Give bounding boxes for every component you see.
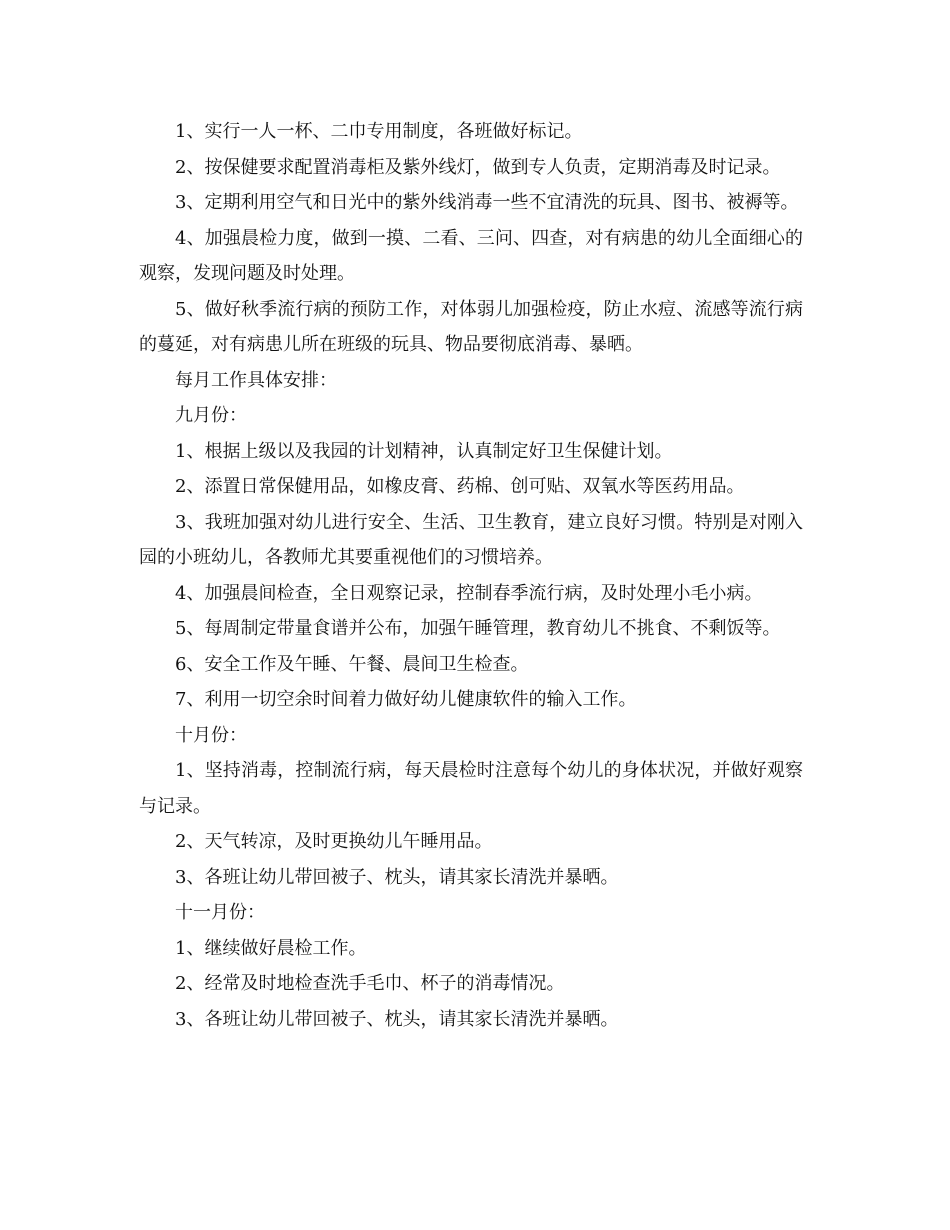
paragraph: 3、各班让幼儿带回被子、枕头，请其家长清洗并暴晒。 xyxy=(175,866,619,888)
paragraph: 2、按保健要求配置消毒柜及紫外线灯，做到专人负责，定期消毒及时记录。 xyxy=(175,156,781,178)
paragraph: 1、坚持消毒，控制流行病，每天晨检时注意每个幼儿的身体状况，并做好观察与记录。 xyxy=(139,760,803,817)
paragraph: 2、添置日常保健用品，如橡皮膏、药棉、创可贴、双氧水等医药用品。 xyxy=(175,476,745,497)
paragraph: 3、我班加强对幼儿进行安全、生活、卫生教育，建立良好习惯。特别是对刚入园的小班幼儿，各教师尤其要重视他们的习惯培养。 xyxy=(139,511,803,568)
paragraph: 3、各班让幼儿带回被子、枕头，请其家长清洗并暴晒。 xyxy=(175,1008,619,1030)
paragraph: 5、每周制定带量食谱并公布，加强午睡管理，教育幼儿不挑食、不剩饭等。 xyxy=(175,618,781,639)
paragraph: 6、安全工作及午睡、午餐、晨间卫生检查。 xyxy=(175,653,529,675)
paragraph: 2、经常及时地检查洗手毛巾、杯子的消毒情况。 xyxy=(175,973,565,994)
month-heading: 十一月份： xyxy=(175,902,265,923)
month-heading: 十月份： xyxy=(175,724,247,746)
month-heading: 九月份： xyxy=(175,405,247,426)
paragraph: 7、利用一切空余时间着力做好幼儿健康软件的输入工作。 xyxy=(175,689,637,710)
paragraph: 1、根据上级以及我园的计划精神，认真制定好卫生保健计划。 xyxy=(175,440,673,462)
paragraph: 2、天气转凉，及时更换幼儿午睡用品。 xyxy=(175,831,493,852)
paragraph: 4、加强晨检力度，做到一摸、二看、三问、四查，对有病患的幼儿全面细心的观察，发现问题及时处理。 xyxy=(139,227,803,284)
paragraph: 1、继续做好晨检工作。 xyxy=(175,937,367,959)
paragraph: 3、定期利用空气和日光中的紫外线消毒一些不宜清洗的玩具、图书、被褥等。 xyxy=(175,192,799,213)
document-body xyxy=(139,114,803,1037)
paragraph: 5、做好秋季流行病的预防工作，对体弱儿加强检疫，防止水痘、流感等流行病的蔓延，对有病患儿所在班级的玩具、物品要彻底消毒、暴晒。 xyxy=(139,298,803,355)
section-heading: 每月工作具体安排： xyxy=(175,369,337,391)
paragraph: 1、实行一人一杯、二巾专用制度，各班做好标记。 xyxy=(175,121,583,142)
paragraph: 4、加强晨间检查，全日观察记录，控制春季流行病，及时处理小毛小病。 xyxy=(175,582,763,604)
